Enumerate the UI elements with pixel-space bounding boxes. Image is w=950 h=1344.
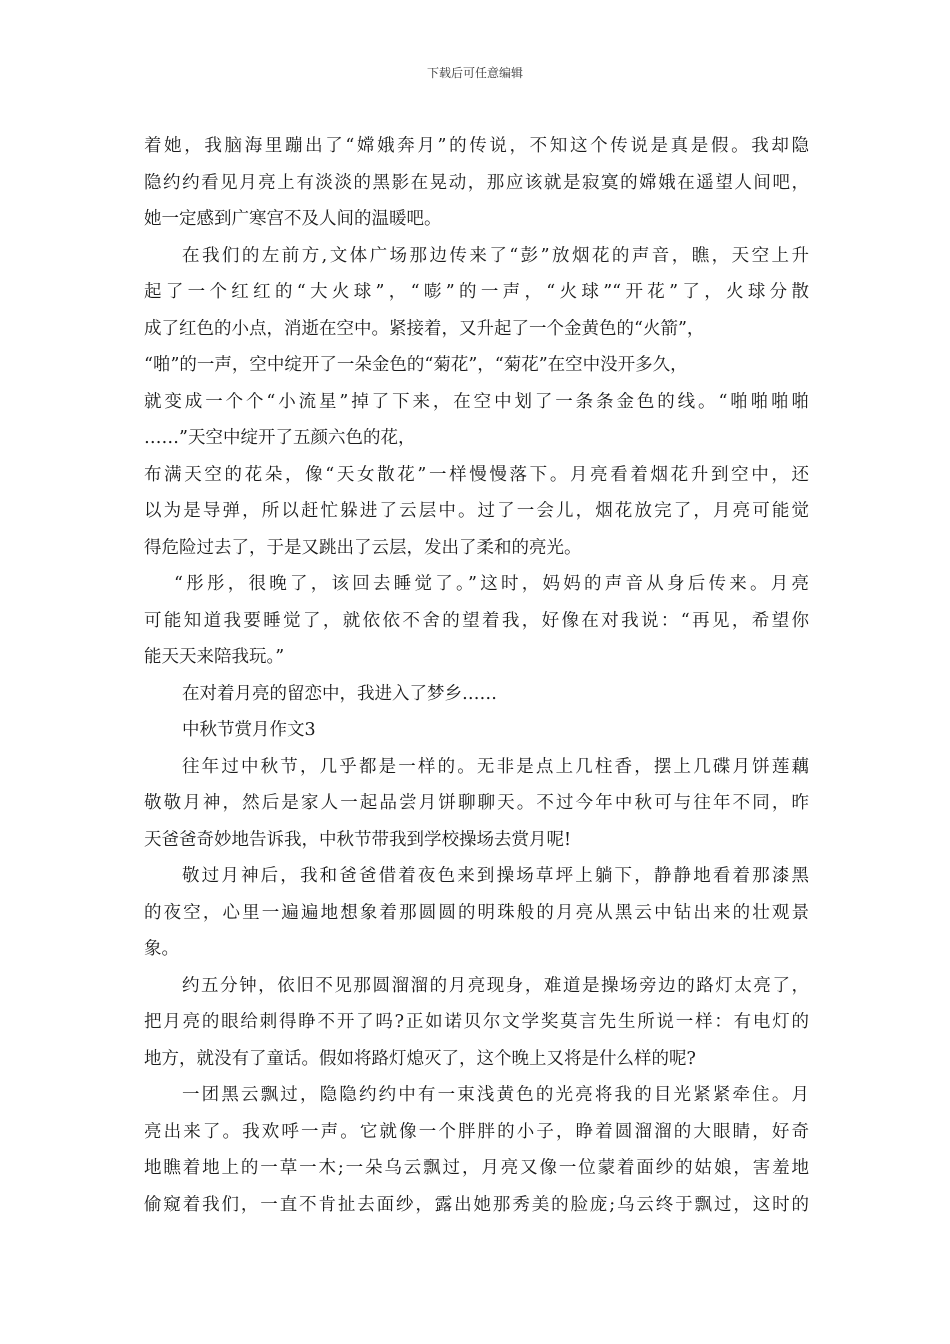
text-line: 天爸爸奇妙地告诉我，中秋节带我到学校操场去赏月呢! bbox=[144, 829, 572, 850]
paragraph-start: 在我们的左前方,文体广场那边传来了“彭”放烟花的声音，瞧，天空上升 bbox=[182, 245, 809, 266]
text-line: 亮出来了。我欢呼一声。它就像一个胖胖的小子，睁着圆溜溜的大眼睛，好奇 bbox=[144, 1121, 809, 1142]
text-line: 以为是导弹，所以赶忙躲进了云层中。过了一会儿，烟花放完了，月亮可能觉 bbox=[144, 501, 809, 521]
text-line: ……”天空中绽开了五颜六色的花， bbox=[144, 428, 416, 448]
text-line: 的夜空，心里一遍遍地想象着那圆圆的明珠般的月亮从黑云中钻出来的壮观景 bbox=[144, 902, 809, 923]
text-line: 得危险过去了，于是又跳出了云层，发出了柔和的亮光。 bbox=[144, 537, 582, 558]
text-line: 地瞧着地上的一草一木;一朵乌云飘过，月亮又像一位蒙着面纱的姑娘，害羞地 bbox=[144, 1158, 809, 1178]
text-line: 可能知道我要睡觉了，就依依不舍的望着我，好像在对我说：“再见，希望你 bbox=[144, 610, 809, 631]
section-title: 中秋节赏月作文3 bbox=[182, 720, 316, 740]
text-line: 她一定感到广寒宫不及人间的温暖吧。 bbox=[144, 209, 442, 229]
text-line: 把月亮的眼给刺得睁不开了吗?正如诺贝尔文学奖莫言先生所说一样：有电灯的 bbox=[144, 1012, 809, 1032]
paragraph-start: “彤彤，很晚了，该回去睡觉了。”这时，妈妈的声音从身后传来。月亮 bbox=[174, 574, 809, 594]
text-line: 成了红色的小点，消逝在空中。紧接着，又升起了一个金黄色的“火箭”， bbox=[144, 318, 705, 339]
paragraph-start: 往年过中秋节，几乎都是一样的。无非是点上几柱香，摆上几碟月饼莲藕 bbox=[182, 756, 809, 777]
document-body bbox=[144, 128, 809, 1223]
text-line: 能天天来陪我玩。” bbox=[144, 647, 285, 667]
text-line: 偷窥着我们，一直不肯扯去面纱，露出她那秀美的脸庞;乌云终于飘过，这时的 bbox=[144, 1194, 809, 1215]
paragraph-start: 在对着月亮的留恋中，我进入了梦乡…… bbox=[182, 683, 497, 704]
text-line: 敬敬月神，然后是家人一起品尝月饼聊聊天。不过今年中秋可与往年不同，昨 bbox=[144, 793, 809, 813]
text-line: 布满天空的花朵，像“天女散花”一样慢慢落下。月亮看着烟花升到空中，还 bbox=[144, 464, 809, 485]
text-line: “啪”的一声，空中绽开了一朵金色的“菊花”，“菊花”在空中没开多久， bbox=[144, 355, 688, 375]
paragraph-start: 敬过月神后，我和爸爸借着夜色来到操场草坪上躺下，静静地看着那漆黑 bbox=[182, 866, 809, 886]
paragraph-start: 一团黑云飘过，隐隐约约中有一束浅黄色的光亮将我的目光紧紧牵住。月 bbox=[182, 1085, 809, 1105]
text-line: 起了一个红红的“大火球”，“嘭”的一声，“火球”“开花”了，火球分散 bbox=[144, 282, 809, 302]
text-line: 地方，就没有了童话。假如将路灯熄灭了，这个晚上又将是什么样的呢? bbox=[144, 1048, 696, 1069]
text-line: 就变成一个个“小流星”掉了下来，在空中划了一条条金色的线。“啪啪啪啪 bbox=[144, 391, 809, 412]
text-line: 隐约约看见月亮上有淡淡的黑影在晃动，那应该就是寂寞的嫦娥在遥望人间吧， bbox=[144, 172, 809, 193]
page-header: 下载后可任意编辑 bbox=[426, 66, 523, 80]
paragraph-start: 约五分钟，依旧不见那圆溜溜的月亮现身，难道是操场旁边的路灯太亮了， bbox=[182, 975, 809, 996]
text-line: 着她，我脑海里蹦出了“嫦娥奔月”的传说，不知这个传说是真是假。我却隐 bbox=[144, 136, 809, 156]
text-line: 象。 bbox=[144, 939, 179, 959]
